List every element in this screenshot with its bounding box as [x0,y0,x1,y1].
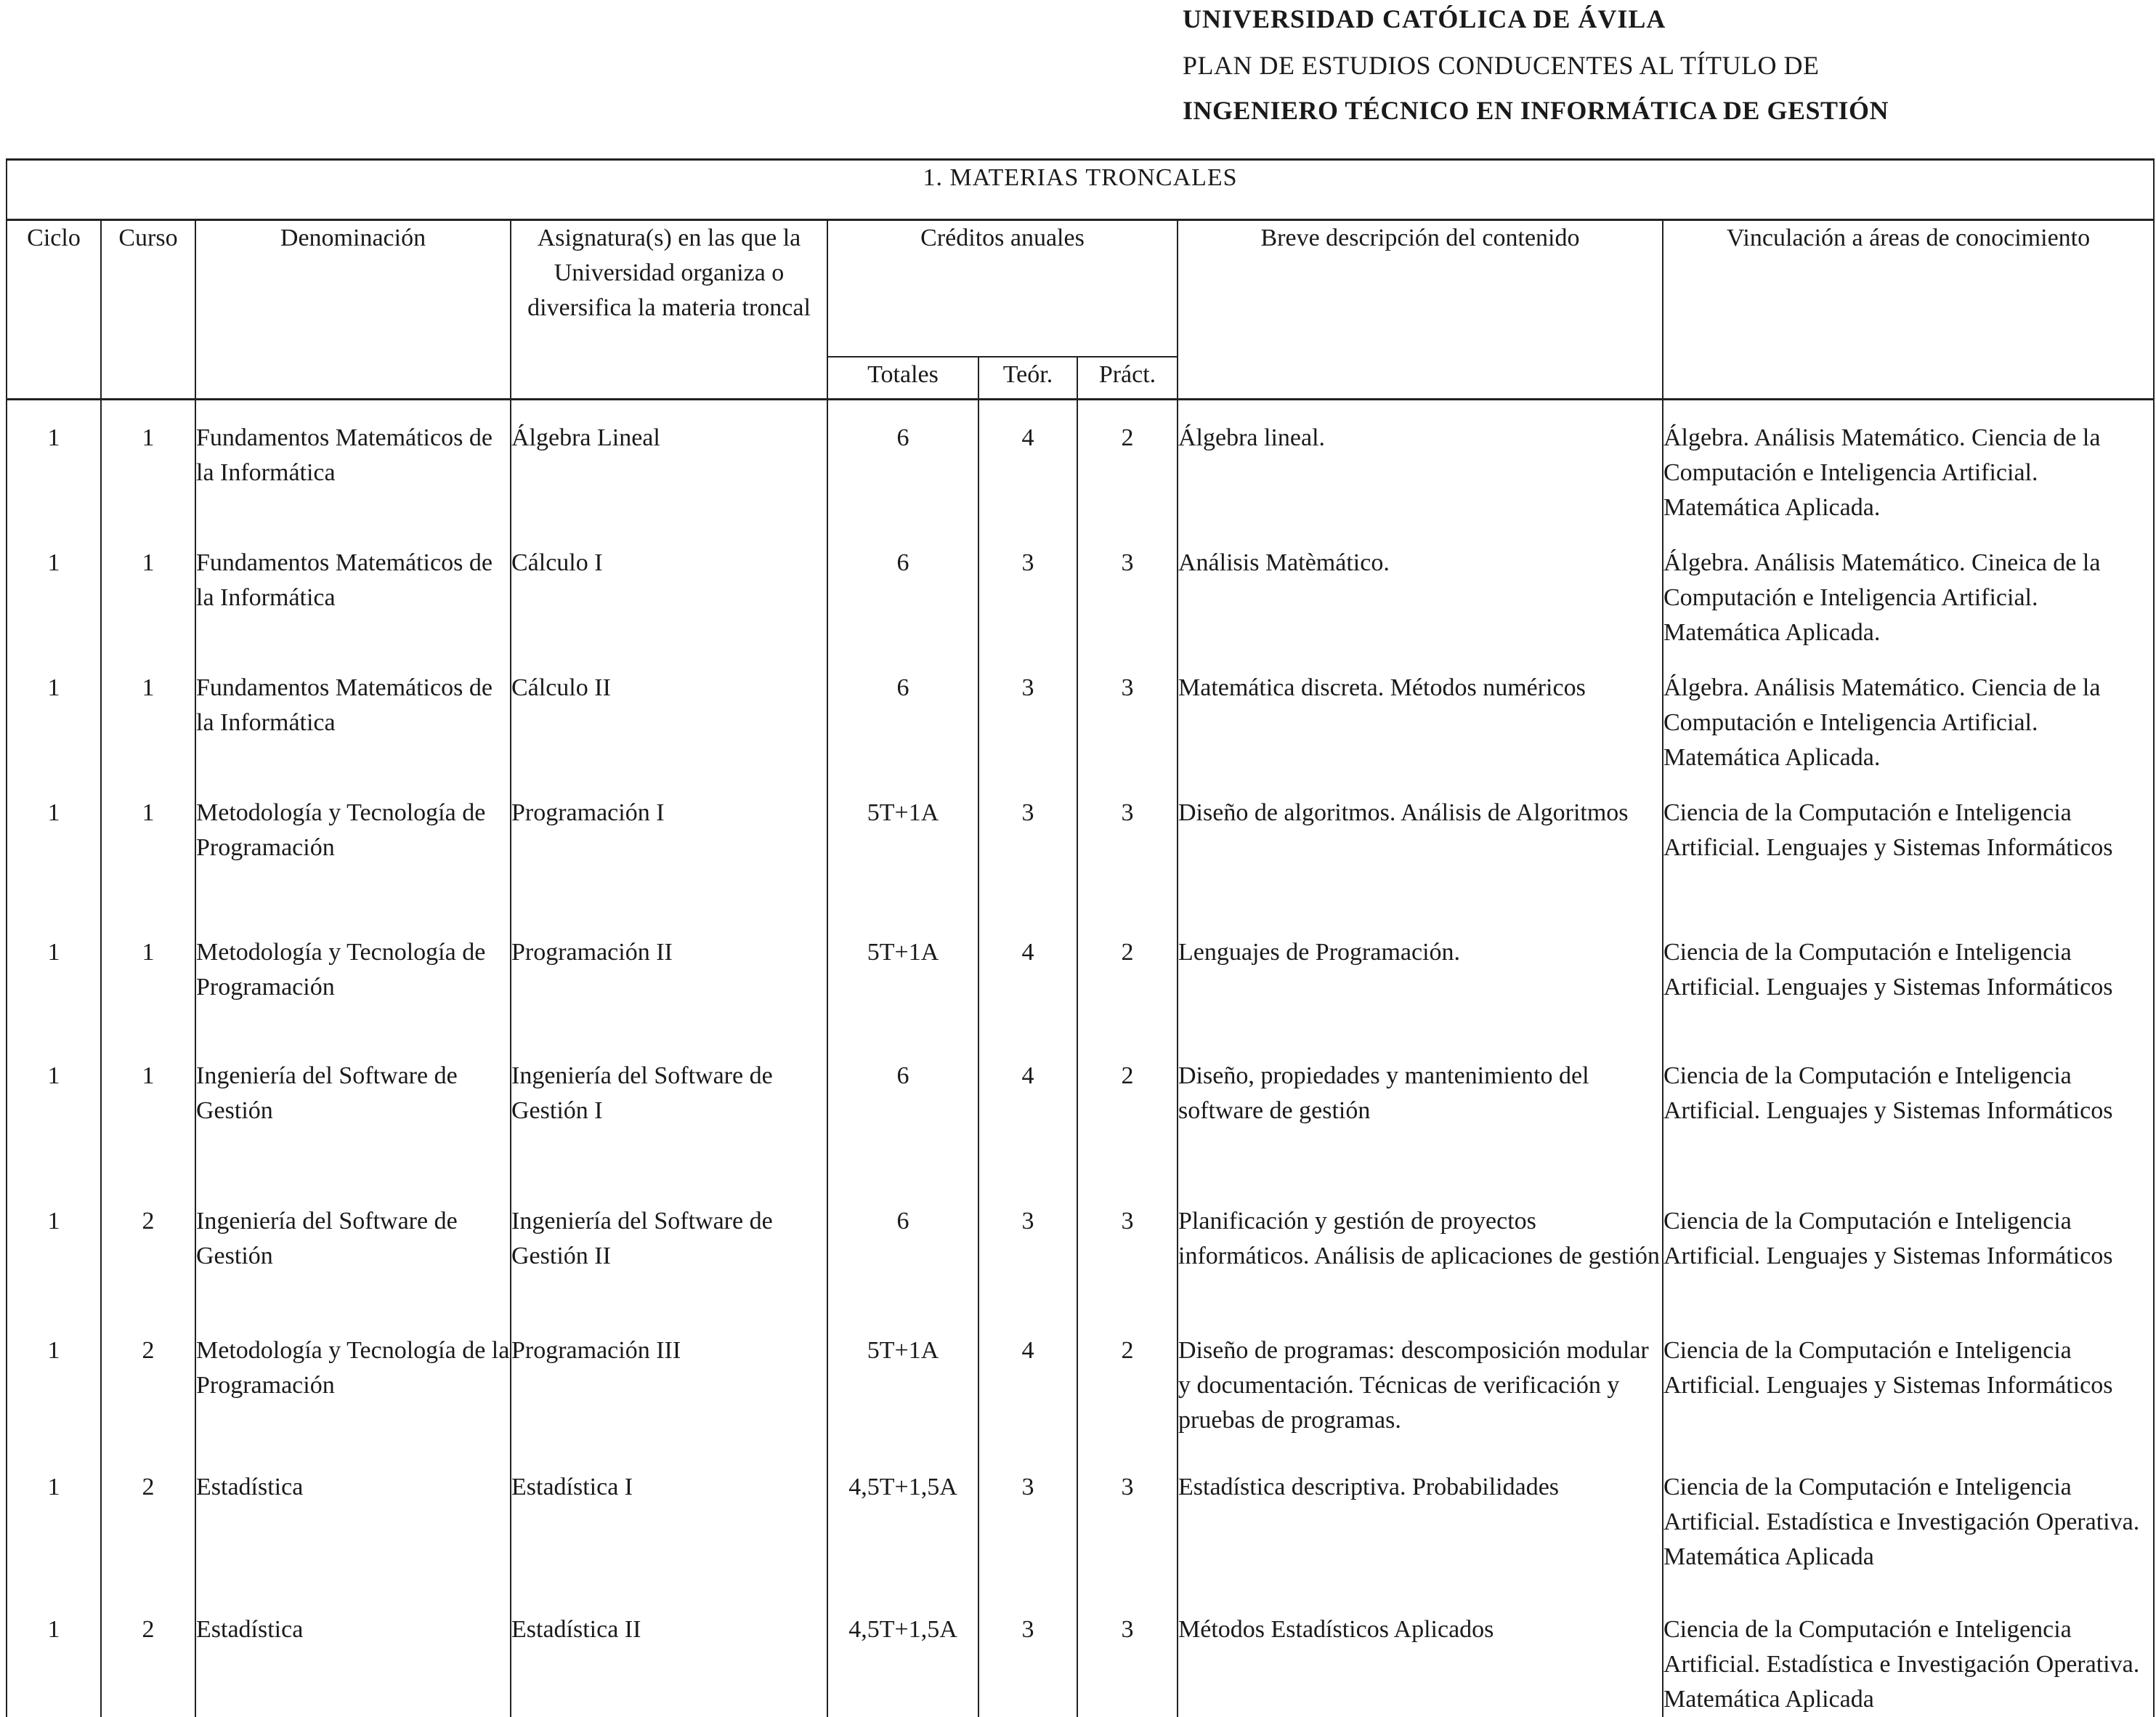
totales-cell: 4,5T+1,5A [827,1592,978,1717]
plan-title: PLAN DE ESTUDIOS CONDUCENTES AL TÍTULO DE [1183,51,1820,80]
teor-cell: 3 [978,775,1077,915]
teor-cell: 3 [978,1592,1077,1717]
table-row [7,525,2154,650]
pract-cell: 3 [1077,1184,1178,1313]
col-creditos: Créditos anuales [827,220,1178,357]
totales-cell: 6 [827,650,978,775]
totales-cell: 5T+1A [827,1313,978,1450]
asignatura-cell: Estadística I [511,1450,827,1592]
vinculacion-cell: Ciencia de la Computación e Inteligencia Artificial. Lenguajes y Sistemas Informáticos [1663,1184,2154,1313]
denominacion-cell: Metodología y Tecnología de Programación [195,915,511,1038]
descripcion-cell: Matemática discreta. Métodos numéricos [1178,650,1663,775]
pract-cell: 3 [1077,650,1178,775]
pract-cell: 3 [1077,1450,1178,1592]
teor-cell: 3 [978,1450,1077,1592]
denominacion-cell: Fundamentos Matemáticos de la Informática [195,525,511,650]
descripcion-cell: Álgebra lineal. [1178,400,1663,526]
table-row [7,915,2154,1038]
pract-cell: 3 [1077,775,1178,915]
totales-cell: 4,5T+1,5A [827,1450,978,1592]
vinculacion-cell: Ciencia de la Computación e Inteligencia Artificial. Estadística e Investigación Operativa. Matemática Aplicada [1663,1592,2154,1717]
teor-cell: 4 [978,1038,1077,1184]
ciclo-cell: 1 [7,1592,101,1717]
denominacion-cell: Fundamentos Matemáticos de la Informática [195,650,511,775]
teor-cell: 3 [978,1184,1077,1313]
denominacion-cell: Metodología y Tecnología de Programación [195,775,511,915]
curso-cell: 1 [101,775,195,915]
vinculacion-cell: Álgebra. Análisis Matemático. Cineica de la Computación e Inteligencia Artificial. Matemática Aplicada. [1663,525,2154,650]
pract-cell: 2 [1077,1038,1178,1184]
vinculacion-cell: Álgebra. Análisis Matemático. Ciencia de la Computación e Inteligencia Artificial. Matemática Aplicada. [1663,400,2154,526]
pract-cell: 2 [1077,1313,1178,1450]
col-vinculacion: Vinculación a áreas de conocimiento [1663,220,2154,400]
col-descripcion: Breve descripción del contenido [1178,220,1663,400]
totales-cell: 6 [827,1184,978,1313]
curso-cell: 1 [101,400,195,526]
col-pract: Práct. [1077,357,1178,400]
ciclo-cell: 1 [7,915,101,1038]
col-curso: Curso [101,220,195,400]
vinculacion-cell: Álgebra. Análisis Matemático. Ciencia de la Computación e Inteligencia Artificial. Matemática Aplicada. [1663,650,2154,775]
university-name: UNIVERSIDAD CATÓLICA DE ÁVILA [1183,4,1666,33]
descripcion-cell: Diseño de algoritmos. Análisis de Algoritmos [1178,775,1663,915]
table-row [7,1450,2154,1592]
teor-cell: 4 [978,915,1077,1038]
asignatura-cell: Cálculo I [511,525,827,650]
totales-cell: 6 [827,525,978,650]
pract-cell: 2 [1077,400,1178,526]
col-totales: Totales [827,357,978,400]
descripcion-cell: Métodos Estadísticos Aplicados [1178,1592,1663,1717]
table-row [7,1592,2154,1717]
ciclo-cell: 1 [7,1450,101,1592]
pract-cell: 3 [1077,1592,1178,1717]
pract-cell: 3 [1077,525,1178,650]
table-row [7,1038,2154,1184]
vinculacion-cell: Ciencia de la Computación e Inteligencia Artificial. Estadística e Investigación Operativa. Matemática Aplicada [1663,1450,2154,1592]
asignatura-cell: Ingeniería del Software de Gestión I [511,1038,827,1184]
col-teor: Teór. [978,357,1077,400]
vinculacion-cell: Ciencia de la Computación e Inteligencia Artificial. Lenguajes y Sistemas Informáticos [1663,1038,2154,1184]
teor-cell: 4 [978,1313,1077,1450]
descripcion-cell: Análisis Matèmático. [1178,525,1663,650]
curso-cell: 2 [101,1313,195,1450]
descripcion-cell: Estadística descriptiva. Probabilidades [1178,1450,1663,1592]
col-denominacion: Denominación [195,220,511,400]
curso-cell: 1 [101,525,195,650]
col-ciclo: Ciclo [7,220,101,400]
ciclo-cell: 1 [7,525,101,650]
denominacion-cell: Estadística [195,1592,511,1717]
table-row [7,775,2154,915]
table-row [7,1184,2154,1313]
ciclo-cell: 1 [7,1038,101,1184]
descripcion-cell: Planificación y gestión de proyectos informáticos. Análisis de aplicaciones de gestión [1178,1184,1663,1313]
asignatura-cell: Ingeniería del Software de Gestión II [511,1184,827,1313]
denominacion-cell: Metodología y Tecnología de la Programación [195,1313,511,1450]
pract-cell: 2 [1077,915,1178,1038]
descripcion-cell: Diseño de programas: descomposición modular y documentación. Técnicas de verificación y pruebas de programas. [1178,1313,1663,1450]
curso-cell: 2 [101,1184,195,1313]
descripcion-cell: Diseño, propiedades y mantenimiento del software de gestión [1178,1038,1663,1184]
totales-cell: 6 [827,1038,978,1184]
table-row [7,400,2154,526]
degree-title: INGENIERO TÉCNICO EN INFORMÁTICA DE GESTIÓN [1183,96,1889,125]
asignatura-cell: Cálculo II [511,650,827,775]
totales-cell: 5T+1A [827,775,978,915]
asignatura-cell: Programación II [511,915,827,1038]
vinculacion-cell: Ciencia de la Computación e Inteligencia Artificial. Lenguajes y Sistemas Informáticos [1663,1313,2154,1450]
ciclo-cell: 1 [7,1184,101,1313]
denominacion-cell: Estadística [195,1450,511,1592]
curso-cell: 1 [101,1038,195,1184]
asignatura-cell: Álgebra Lineal [511,400,827,526]
teor-cell: 3 [978,525,1077,650]
curso-cell: 1 [101,915,195,1038]
vinculacion-cell: Ciencia de la Computación e Inteligencia Artificial. Lenguajes y Sistemas Informáticos [1663,915,2154,1038]
totales-cell: 6 [827,400,978,526]
ciclo-cell: 1 [7,650,101,775]
vinculacion-cell: Ciencia de la Computación e Inteligencia Artificial. Lenguajes y Sistemas Informáticos [1663,775,2154,915]
denominacion-cell: Ingeniería del Software de Gestión [195,1038,511,1184]
teor-cell: 3 [978,650,1077,775]
asignatura-cell: Programación III [511,1313,827,1450]
col-asignaturas: Asignatura(s) en las que la Universidad organiza o diversifica la materia troncal [511,220,827,400]
ciclo-cell: 1 [7,400,101,526]
denominacion-cell: Fundamentos Matemáticos de la Informática [195,400,511,526]
ciclo-cell: 1 [7,775,101,915]
asignatura-cell: Programación I [511,775,827,915]
curso-cell: 1 [101,650,195,775]
denominacion-cell: Ingeniería del Software de Gestión [195,1184,511,1313]
asignatura-cell: Estadística II [511,1592,827,1717]
table-row [7,650,2154,775]
teor-cell: 4 [978,400,1077,526]
descripcion-cell: Lenguajes de Programación. [1178,915,1663,1038]
table-title: 1. MATERIAS TRONCALES [7,160,2154,220]
curso-cell: 2 [101,1592,195,1717]
ciclo-cell: 1 [7,1313,101,1450]
materias-troncales-table [6,158,2155,1717]
curso-cell: 2 [101,1450,195,1592]
table-row [7,1313,2154,1450]
totales-cell: 5T+1A [827,915,978,1038]
